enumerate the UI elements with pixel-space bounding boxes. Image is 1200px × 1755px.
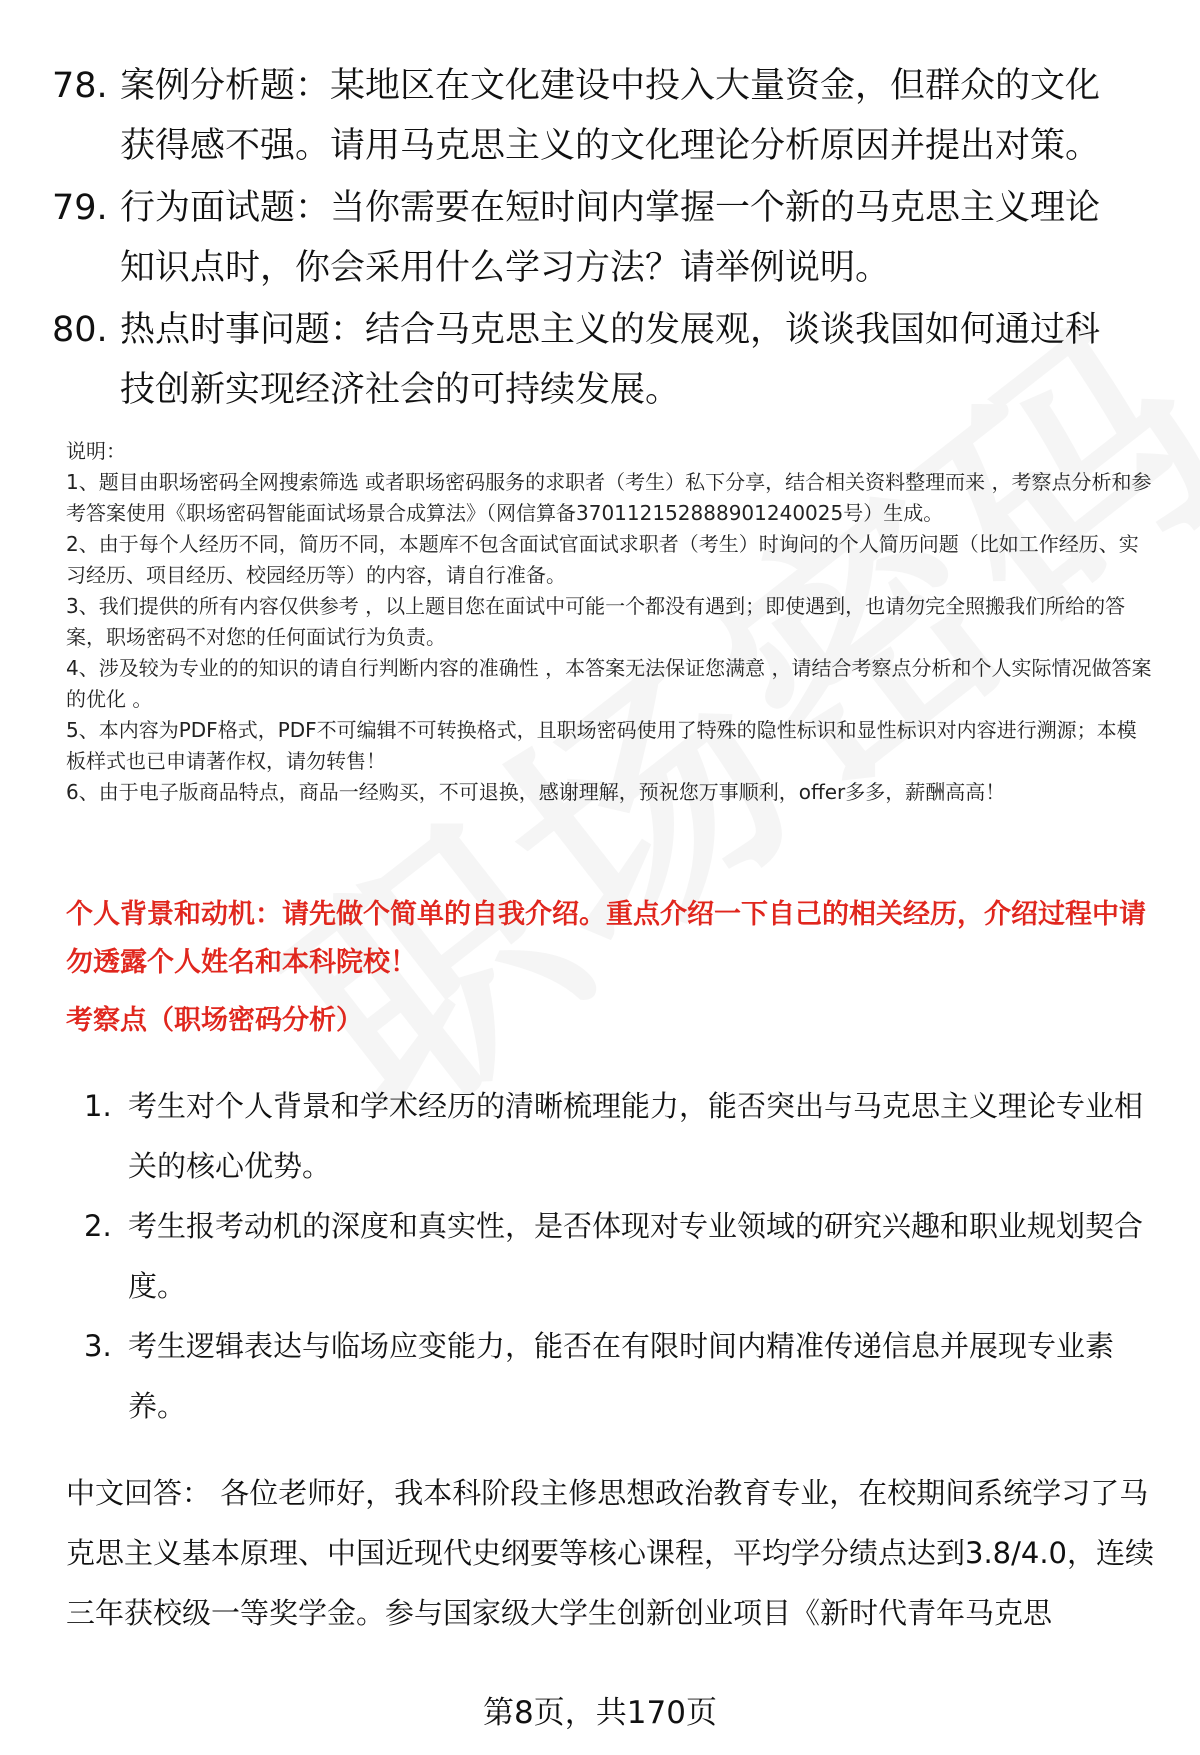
analysis-title: 考察点（职场密码分析）	[66, 1005, 363, 1036]
point-text: 考生对个人背景和学术经历的清晰梳理能力，能否突出与马克思主义理论专业相关的核心优势。	[128, 1089, 1144, 1183]
question-number: 79.	[52, 188, 108, 228]
question-text: 案例分析题：某地区在文化建设中投入大量资金，但群众的文化获得感不强。请用马克思主义的文化理论分析原因并提出对策。	[120, 66, 1101, 166]
answer-text: 中文回答： 各位老师好，我本科阶段主修思想政治教育专业，在校期间系统学习了马克思主义基本原理、中国近现代史纲要等核心课程，平均学分绩点达到3.8/4.0，连续三年获校级一等奖学金。参与国家级大学生创新创业项目《新时代青年马克思	[66, 1476, 1155, 1630]
note-item: 5、本内容为PDF格式，PDF不可编辑不可转换格式，且职场密码使用了特殊的隐性标识和显性标识对内容进行溯源；本模板样式也已申请著作权，请勿转售！	[66, 718, 1137, 773]
question-79	[52, 178, 1152, 298]
point-number: 1.	[84, 1089, 112, 1123]
point-text: 考生逻辑表达与临场应变能力，能否在有限时间内精准传递信息并展现专业素养。	[128, 1329, 1115, 1423]
list-item	[84, 1076, 1160, 1196]
question-text: 热点时事问题：结合马克思主义的发展观，谈谈我国如何通过科技创新实现经济社会的可持续发展。	[120, 310, 1101, 410]
note-item: 2、由于每个人经历不同，简历不同，本题库不包含面试官面试求职者（考生）时询问的个人简历问题（比如工作经历、实习经历、项目经历、校园经历等）的内容，请自行准备。	[66, 532, 1139, 587]
question-80	[52, 300, 1152, 420]
notes-heading: 说明：	[66, 439, 126, 463]
question-number: 80.	[52, 310, 108, 350]
point-number: 3.	[84, 1329, 112, 1363]
note-item: 1、题目由职场密码全网搜索筛选 或者职场密码服务的求职者（考生）私下分享，结合相关资料整理而来 ，考察点分析和参考答案使用《职场密码智能面试场景合成算法》（网信算备370112152888901240025号）生成。	[66, 470, 1152, 525]
list-item	[84, 1316, 1160, 1436]
notes-block	[66, 436, 1156, 808]
note-item: 6、由于电子版商品特点，商品一经购买，不可退换，感谢理解，预祝您万事顺利，offer多多，薪酬高高！	[66, 780, 1006, 804]
note-item: 4、涉及较为专业的的知识的请自行判断内容的准确性 ，本答案无法保证您满意 ，请结合考察点分析和个人实际情况做答案的优化 。	[66, 656, 1152, 711]
list-item	[84, 1196, 1160, 1316]
question-text: 行为面试题：当你需要在短时间内掌握一个新的马克思主义理论知识点时，你会采用什么学习方法？请举例说明。	[120, 188, 1101, 288]
note-item: 3、我们提供的所有内容仅供参考 ，以上题目您在面试中可能一个都没有遇到；即使遇到，也请勿完全照搬我们所给的答案，职场密码不对您的任何面试行为负责。	[66, 594, 1126, 649]
section-title: 个人背景和动机：请先做个简单的自我介绍。重点介绍一下自己的相关经历，介绍过程中请勿透露个人姓名和本科院校！	[66, 899, 1146, 978]
page-footer: 第8页，共170页	[483, 1695, 717, 1731]
point-number: 2.	[84, 1209, 112, 1243]
point-text: 考生报考动机的深度和真实性，是否体现对专业领域的研究兴趣和职业规划契合度。	[128, 1209, 1144, 1303]
analysis-points	[84, 1076, 1160, 1436]
question-number: 78.	[52, 66, 108, 106]
question-78	[52, 56, 1152, 176]
